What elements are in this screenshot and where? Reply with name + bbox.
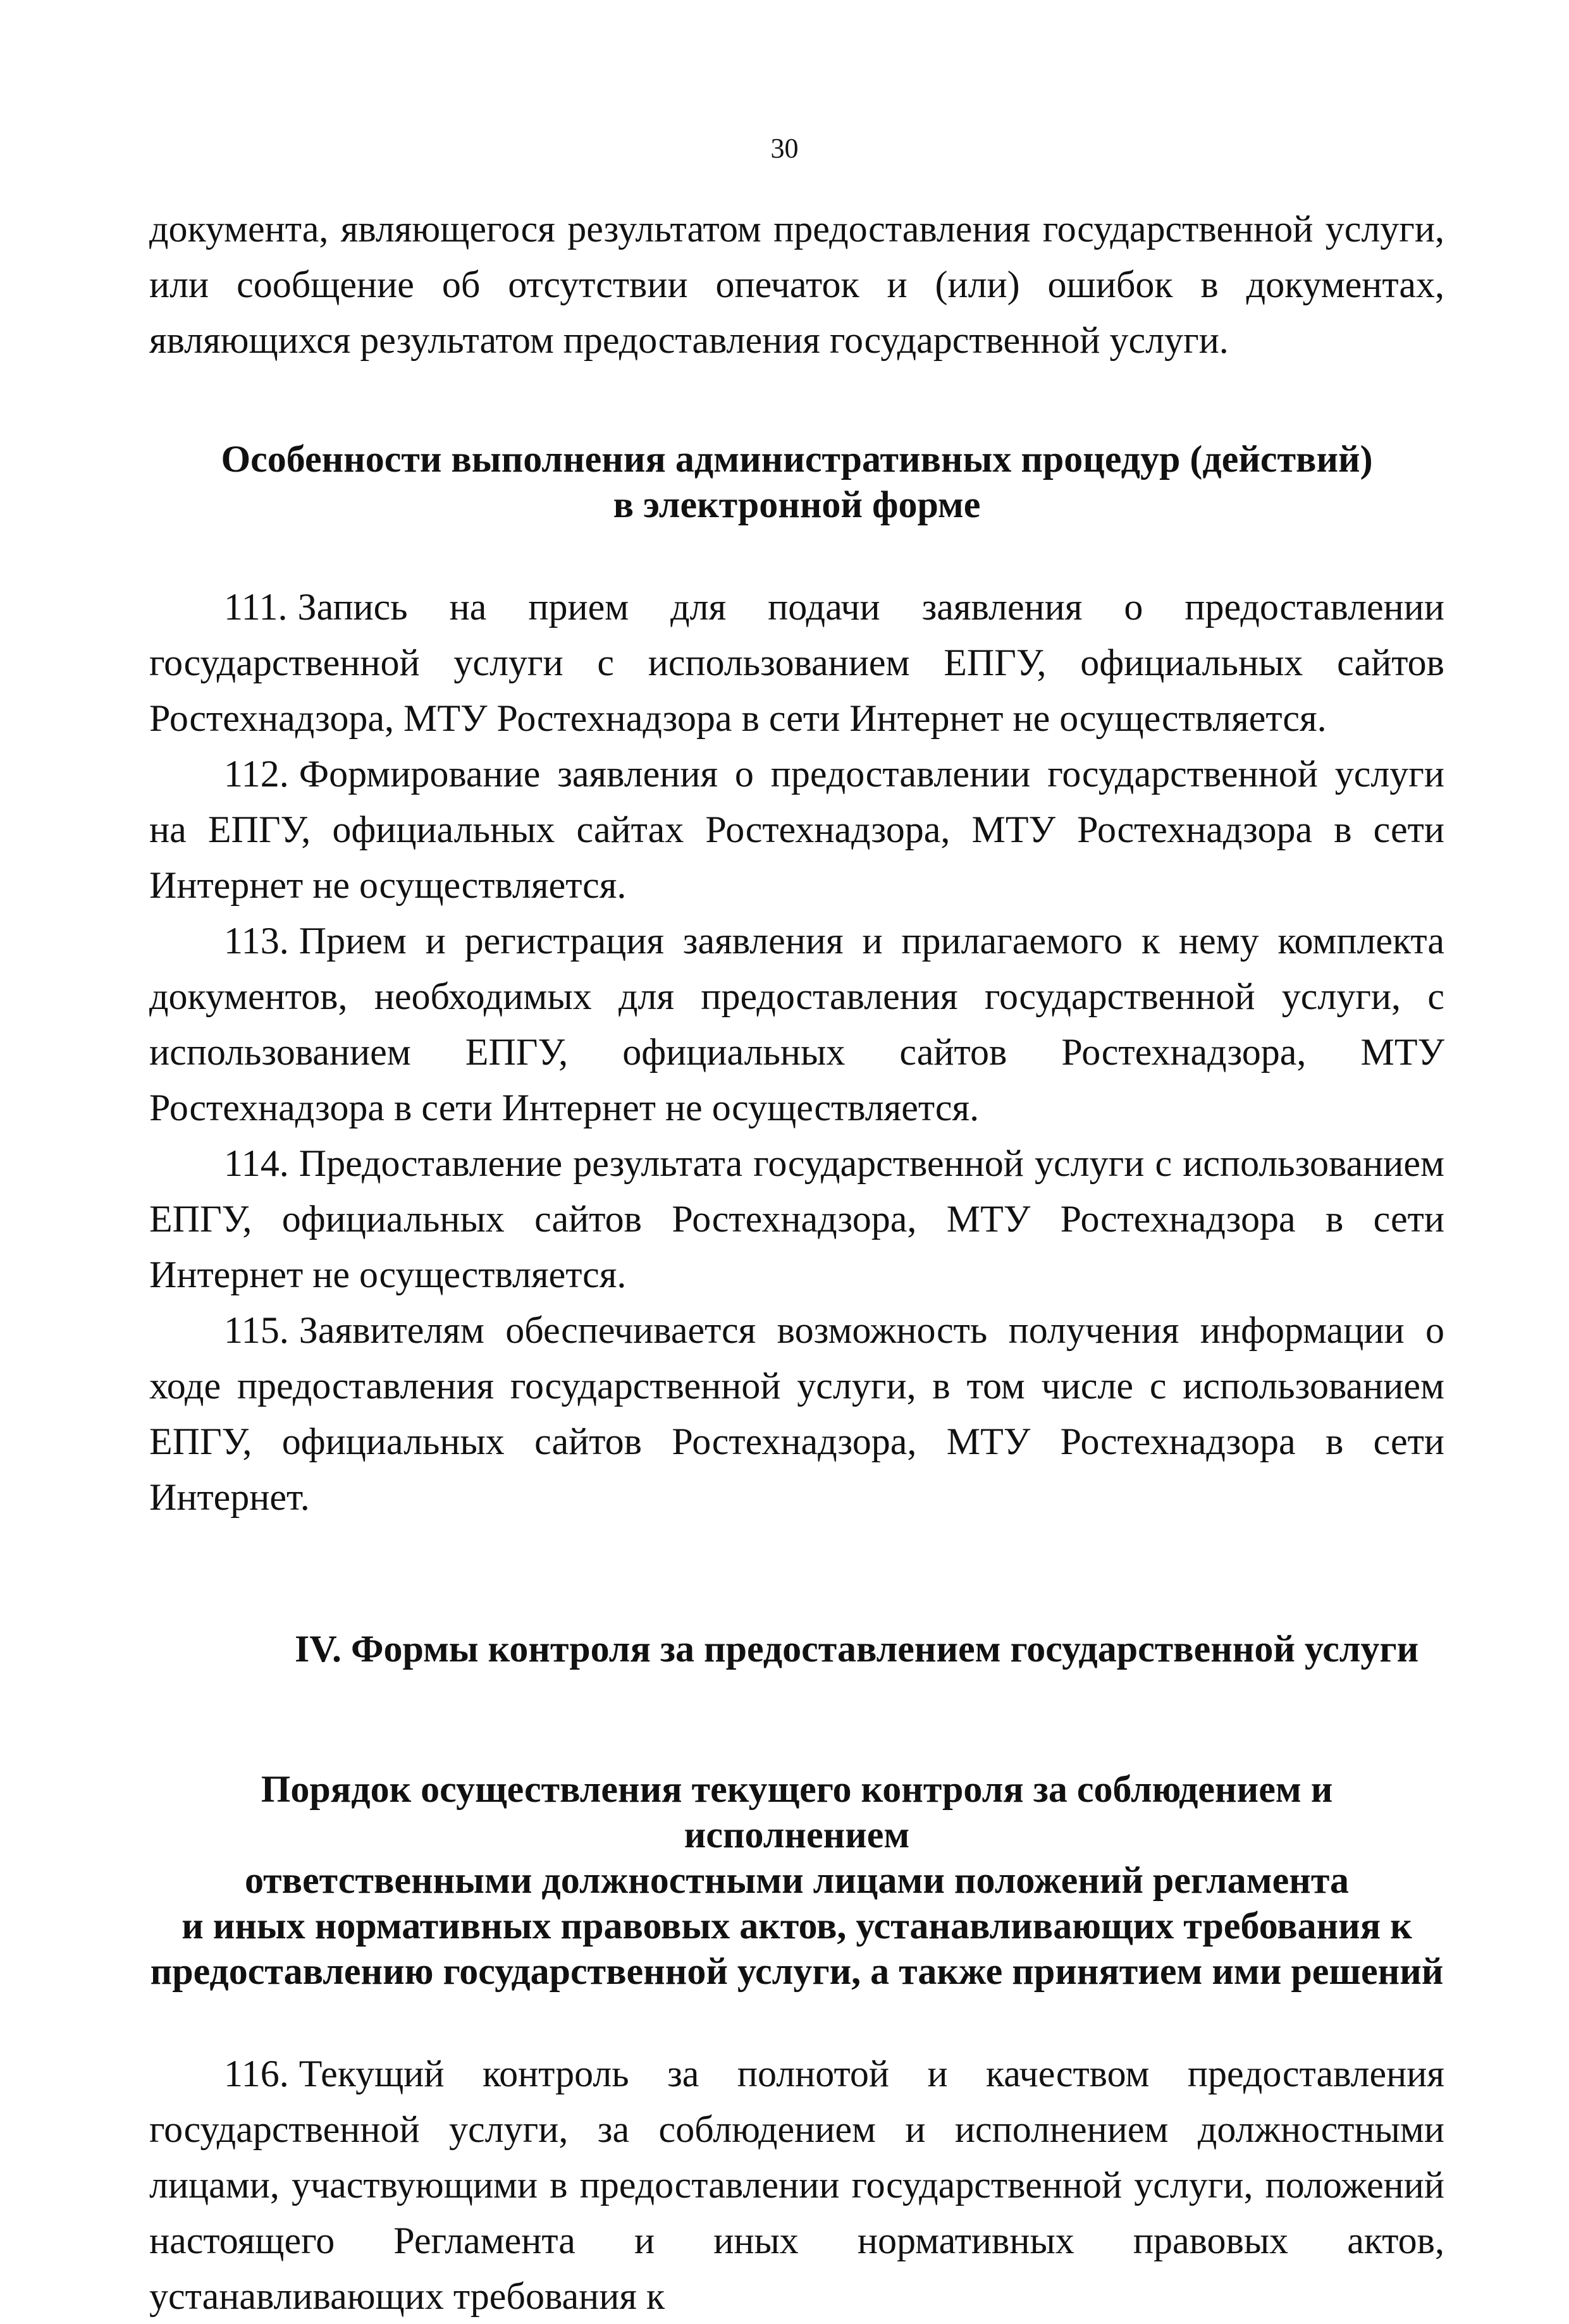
paragraph-text: Предоставление результата государственной услуги с использованием ЕПГУ, официальных сайтов Ростехнадзора, МТУ Ростехнадзора в сети Интернет не осуществляется.	[149, 1142, 1444, 1295]
paragraph-number: 113.	[224, 920, 289, 962]
paragraph-text: Запись на прием для подачи заявления о предоставлении государственной услуги с использованием ЕПГУ, официальных сайтов Ростехнадзора, МТУ Ростехнадзора в сети Интернет не осуществляется.	[149, 586, 1444, 739]
paragraph-112	[149, 746, 1444, 913]
paragraph-number: 112.	[224, 753, 289, 795]
document-body	[149, 201, 1444, 2324]
paragraph-text: Прием и регистрация заявления и прилагаемого к нему комплекта документов, необходимых для предоставления государственной услуги, с использованием ЕПГУ, официальных сайтов Ростехнадзора, МТУ Ростехнадзора в сети Интернет не осуществляется.	[149, 920, 1444, 1128]
paragraph-number: 111.	[224, 586, 288, 628]
section-heading-line-2: в электронной форме	[613, 484, 981, 525]
paragraph-111	[149, 579, 1444, 746]
paragraph-114	[149, 1135, 1444, 1302]
subsection-heading-line-4: предоставлению государственной услуги, а также принятием ими решений	[150, 1950, 1444, 1992]
subsection-heading-line-1: Порядок осуществления текущего контроля за соблюдением и исполнением	[261, 1768, 1333, 1856]
paragraph-text: Формирование заявления о предоставлении государственной услуги на ЕПГУ, официальных сайтах Ростехнадзора, МТУ Ростехнадзора в сети Интернет не осуществляется.	[149, 753, 1444, 906]
paragraph-number: 115.	[224, 1309, 289, 1351]
paragraph-number: 114.	[224, 1142, 289, 1184]
page-number: 30	[770, 133, 799, 164]
paragraph-113	[149, 913, 1444, 1135]
subsection-heading-line-3: и иных нормативных правовых актов, устанавливающих требования к	[182, 1905, 1412, 1947]
paragraph-text: Текущий контроль за полнотой и качеством предоставления государственной услуги, за соблюдением и исполнением должностными лицами, участвующими в предоставлении государственной услуги, положений настоящего Регламента и иных нормативных правовых актов, устанавливающих требования к	[149, 2053, 1444, 2317]
subsection-heading-line-2: ответственными должностными лицами положений регламента	[244, 1859, 1350, 1901]
paragraph-115	[149, 1302, 1444, 1525]
paragraph-text: Заявителям обеспечивается возможность получения информации о ходе предоставления государственной услуги, в том числе с использованием ЕПГУ, официальных сайтов Ростехнадзора, МТУ Ростехнадзора в сети Интернет.	[149, 1309, 1444, 1518]
section-heading-line-1: Особенности выполнения административных процедур (действий)	[221, 438, 1373, 480]
chapter-heading: IV. Формы контроля за предоставлением государственной услуги	[295, 1628, 1419, 1670]
paragraph-116	[149, 2046, 1444, 2324]
intro-paragraph: документа, являющегося результатом предоставления государственной услуги, или сообщение об отсутствии опечаток и (или) ошибок в документах, являющихся результатом предоставления государственной услуги.	[149, 208, 1444, 361]
paragraph-number: 116.	[224, 2053, 289, 2095]
